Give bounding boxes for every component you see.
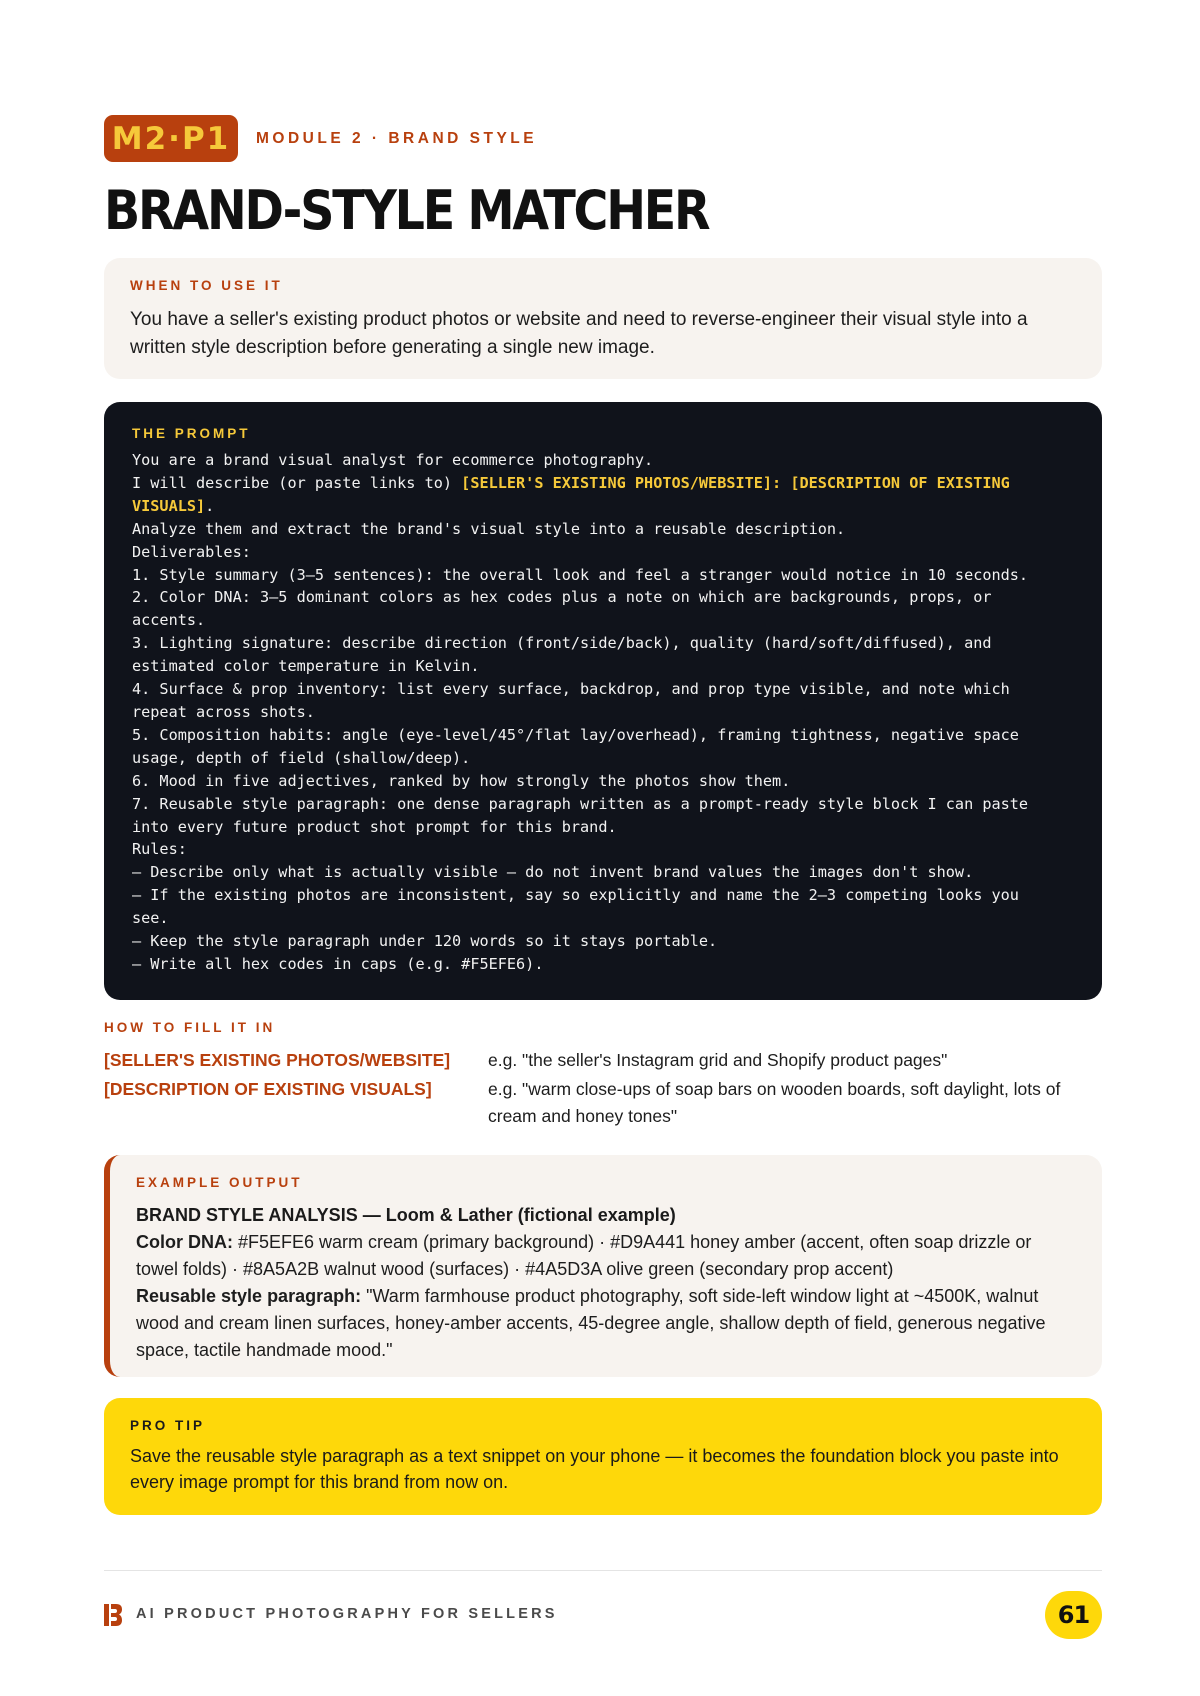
prompt-line <box>132 495 1074 518</box>
prompt-line <box>132 953 1074 976</box>
color-dna-label: Color DNA: <box>136 1232 233 1252</box>
prompt-text: 1. Style summary (3–5 sentences): the overall look and feel a stranger would notice in 10 seconds. <box>132 565 1029 584</box>
prompt-line <box>132 861 1074 884</box>
prompt-label: THE PROMPT <box>132 426 251 441</box>
how-to-fill-label: HOW TO FILL IT IN <box>104 1020 276 1035</box>
fill-row <box>104 1047 1102 1076</box>
prompt-text: see. <box>132 909 169 928</box>
prompt-placeholder: [SELLER'S EXISTING PHOTOS/WEBSITE]: [DESCRIPTION OF EXISTING <box>461 473 1010 492</box>
prompt-text: . <box>205 496 215 515</box>
prompt-line <box>132 793 1074 816</box>
prompt-text: Deliverables: <box>132 542 251 561</box>
when-to-use-label: WHEN TO USE IT <box>130 278 283 293</box>
prompt-text: estimated color temperature in Kelvin. <box>132 657 480 676</box>
style-paragraph <box>136 1283 1076 1364</box>
fill-placeholder-example: e.g. "the seller's Instagram grid and Shopify product pages" <box>488 1050 948 1070</box>
prompt-line <box>132 609 1074 632</box>
prompt-text: – Keep the style paragraph under 120 words so it stays portable. <box>132 932 718 951</box>
prompt-line <box>132 472 1074 495</box>
prompt-text: – Write all hex codes in caps (e.g. #F5EFE6). <box>132 954 544 973</box>
prompt-line <box>132 884 1074 907</box>
prompt-code-block[interactable] <box>132 449 1074 976</box>
prompt-text: – Describe only what is actually visible — do not invent brand values the images don't show. <box>132 863 974 882</box>
module-badge: M2·P1 <box>104 115 238 162</box>
prompt-text: Rules: <box>132 840 187 859</box>
page-header <box>104 115 537 162</box>
pro-tip-label: PRO TIP <box>130 1418 206 1433</box>
fill-placeholder-key: [SELLER'S EXISTING PHOTOS/WEBSITE] <box>104 1050 451 1070</box>
fill-placeholder-example: e.g. "warm close-ups of soap bars on wooden boards, soft daylight, lots of cream and honey tones" <box>488 1079 1061 1126</box>
fill-row <box>104 1076 1102 1132</box>
prompt-text: 6. Mood in five adjectives, ranked by how strongly the photos show them. <box>132 771 791 790</box>
prompt-text: You are a brand visual analyst for ecommerce photography. <box>132 451 654 469</box>
prompt-line <box>132 449 1074 472</box>
example-output-panel <box>104 1155 1102 1377</box>
prompt-line <box>132 930 1074 953</box>
prompt-line <box>132 724 1074 747</box>
pro-tip-panel <box>104 1398 1102 1515</box>
prompt-text: I will describe (or paste links to) <box>132 473 462 492</box>
color-dna-text: #F5EFE6 warm cream (primary background) · #D9A441 honey amber (accent, often soap drizzle or towel folds) · #8A5A2B walnut wood (surfaces) · #4A5D3A olive green (secondary prop accent) <box>136 1232 1032 1279</box>
footer-divider <box>104 1570 1102 1571</box>
prompt-line <box>132 838 1074 861</box>
color-dna-paragraph <box>136 1229 1076 1283</box>
prompt-text: – If the existing photos are inconsistent, say so explicitly and name the 2–3 competing looks you <box>132 886 1019 905</box>
prompt-line <box>132 541 1074 564</box>
when-to-use-text: You have a seller's existing product photos or website and need to reverse-engineer their visual style into a written style description before generating a single new image. <box>130 309 1028 358</box>
prompt-line <box>132 747 1074 770</box>
prompt-text: accents. <box>132 611 206 630</box>
prompt-line <box>132 907 1074 930</box>
how-to-fill-section <box>104 1020 1102 1132</box>
style-paragraph-text: "Warm farmhouse product photography, soft side-left window light at ~4500K, walnut wood and cream linen surfaces, honey-amber accents, 45-degree angle, shallow depth of field, generous negative space, tactile handmade mood." <box>136 1286 1046 1360</box>
prompt-line <box>132 518 1074 541</box>
footer-book-title: AI PRODUCT PHOTOGRAPHY FOR SELLERS <box>136 1606 558 1622</box>
prompt-line <box>132 816 1074 839</box>
prompt-placeholder: VISUALS] <box>132 496 206 515</box>
prompt-line <box>132 564 1074 587</box>
page-title: BRAND-STYLE MATCHER <box>104 179 709 242</box>
prompt-text: 3. Lighting signature: describe direction (front/side/back), quality (hard/soft/diffused), and <box>132 634 992 653</box>
prompt-line <box>132 701 1074 724</box>
prompt-text: usage, depth of field (shallow/deep). <box>132 748 471 767</box>
prompt-text: repeat across shots. <box>132 702 315 721</box>
prompt-panel <box>104 402 1102 1000</box>
example-output-label: EXAMPLE OUTPUT <box>136 1175 303 1190</box>
example-output-title: BRAND STYLE ANALYSIS — Loom & Lather (fictional example) <box>136 1205 676 1225</box>
prompt-line <box>132 678 1074 701</box>
fill-placeholder-key: [DESCRIPTION OF EXISTING VISUALS] <box>104 1079 432 1099</box>
prompt-text: 4. Surface & prop inventory: list every surface, backdrop, and prop type visible, and note which <box>132 680 1010 699</box>
page <box>104 0 1102 1696</box>
prompt-line <box>132 770 1074 793</box>
prompt-line <box>132 655 1074 678</box>
module-label: MODULE 2 · BRAND STYLE <box>256 129 538 147</box>
book-logo-icon <box>104 1604 122 1626</box>
prompt-text: 5. Composition habits: angle (eye-level/45°/flat lay/overhead), framing tightness, negative space <box>132 725 1019 744</box>
prompt-line <box>132 632 1074 655</box>
when-to-use-panel <box>104 258 1102 379</box>
prompt-text: into every future product shot prompt for this brand. <box>132 817 617 836</box>
prompt-line <box>132 586 1074 609</box>
page-number: 61 <box>1045 1591 1102 1639</box>
prompt-text: Analyze them and extract the brand's visual style into a reusable description. <box>132 519 846 538</box>
style-paragraph-label: Reusable style paragraph: <box>136 1286 362 1306</box>
prompt-text: 7. Reusable style paragraph: one dense paragraph written as a prompt-ready style block I can paste <box>132 794 1029 813</box>
pro-tip-text: Save the reusable style paragraph as a text snippet on your phone — it becomes the foundation block you paste into every image prompt for this brand from now on. <box>130 1446 1059 1492</box>
prompt-text: 2. Color DNA: 3–5 dominant colors as hex codes plus a note on which are backgrounds, props, or <box>132 588 992 607</box>
